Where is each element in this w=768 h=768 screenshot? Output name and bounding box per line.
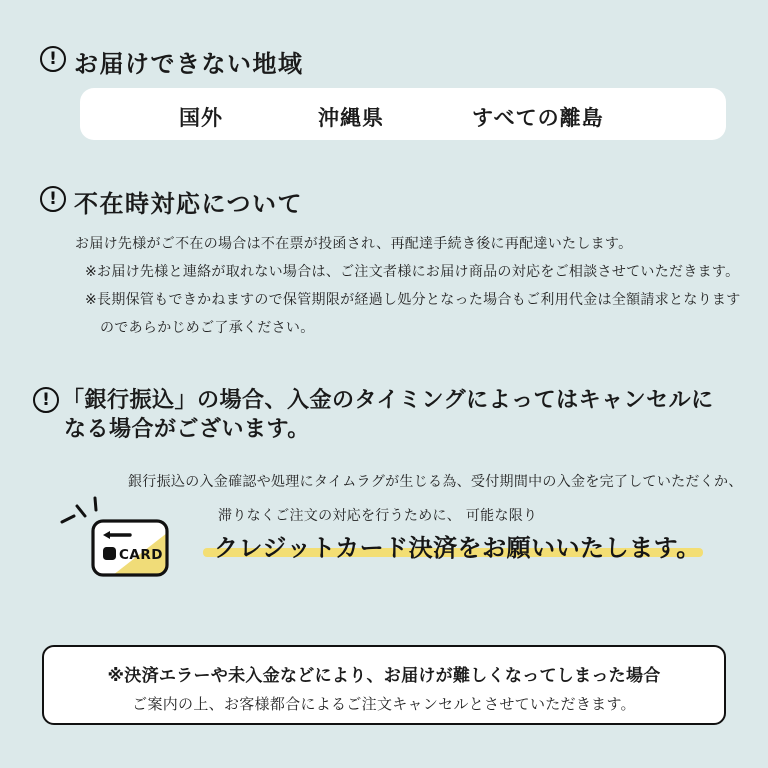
absence-text-line: ※長期保管もできかねますので保管期限が経過し処分となった場合もご利用代金は全額請求となります [85, 292, 741, 308]
section-title-bank-transfer-line1: 「銀行振込」の場合、入金のタイミングによってはキャンセルに [62, 388, 714, 413]
absence-text-line: のであらかじめご了承ください。 [100, 320, 315, 336]
region-remote-islands: すべての離島 [472, 106, 604, 130]
bank-transfer-note-line: 銀行振込の入金確認や処理にタイムラグが生じる為、受付期間中の入金を完了していただくか、 [128, 474, 743, 490]
bank-transfer-note-line: 滞りなくご注文の対応を行うために、 可能な限り [218, 508, 538, 524]
exclamation-glyph: ! [42, 389, 50, 410]
undeliverable-regions-bar [80, 88, 726, 140]
section-title-bank-transfer-line2: なる場合がございます。 [64, 417, 310, 442]
sparkle-lines [62, 498, 96, 522]
credit-card-emphasis-text: クレジットカード決済をお願いいたします。 [214, 534, 701, 562]
alert-exclamation-icon [40, 186, 66, 212]
section-title-undeliverable: お届けできない地域 [74, 50, 304, 78]
alert-exclamation-icon [33, 387, 59, 413]
exclamation-glyph: ! [49, 188, 57, 209]
region-overseas: 国外 [179, 106, 223, 130]
cancel-notice-line2: ご案内の上、お客様都合によるご注文キャンセルとさせていただきます。 [132, 695, 636, 713]
cancel-notice-box [42, 645, 726, 725]
card-label-text: CARD [119, 547, 163, 563]
card-shape [93, 521, 167, 575]
alert-exclamation-icon [40, 46, 66, 72]
exclamation-glyph: ! [49, 48, 57, 69]
absence-text-line: お届け先様がご不在の場合は不在票が投函され、再配達手続き後に再配達いたします。 [75, 236, 633, 252]
region-okinawa: 沖縄県 [318, 106, 384, 130]
credit-card-icon [54, 490, 176, 584]
absence-text-line: ※お届け先様と連絡が取れない場合は、ご注文者様にお届け商品の対応をご相談させていただきます。 [85, 264, 740, 280]
section-title-absence: 不在時対応について [74, 190, 304, 218]
cancel-notice-line1: ※決済エラーや未入金などにより、お届けが難しくなってしまった場合 [107, 666, 661, 686]
